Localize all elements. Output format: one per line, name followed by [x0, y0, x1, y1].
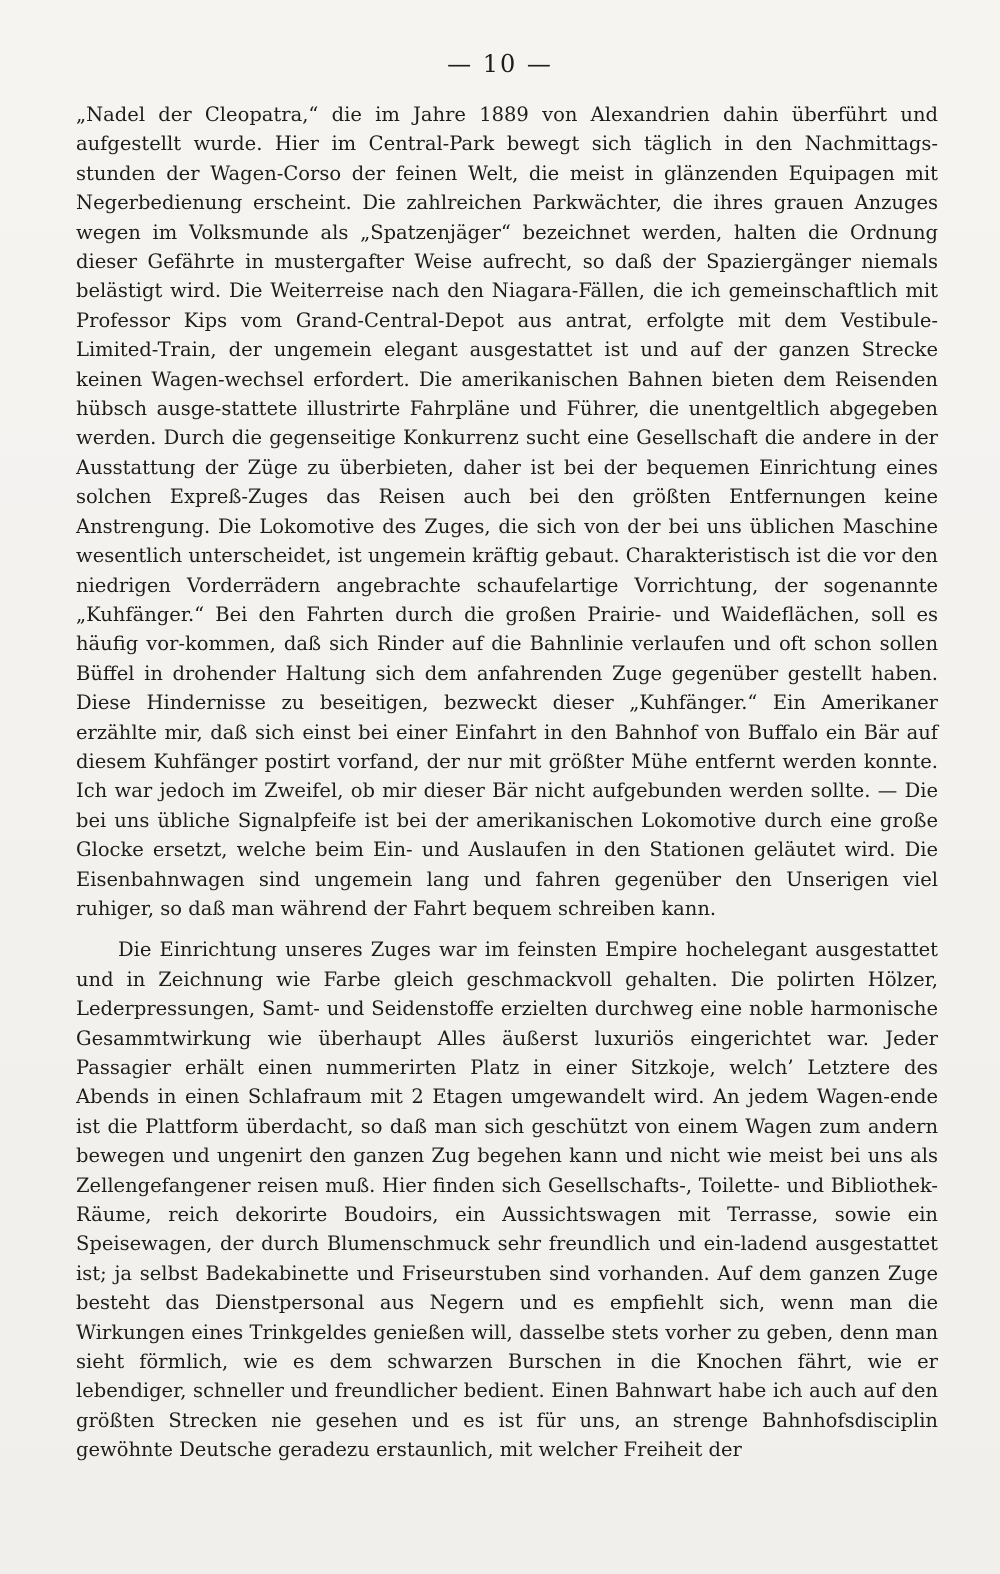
paragraph-2: Die Einrichtung unseres Zuges war im feinsten Empire hochelegant ausgestattet und in Zeichnung wie Farbe gleich geschmackvoll gehalten. Die polirten Hölzer, Lederpressungen, Samt- und Seidenstoffe erzielten durchweg eine noble harmonische Gesammtwirkung wie überhaupt Alles äußerst luxuriös eingerichtet war. Jeder Passagier erhält einen nummerirten Platz in einer Sitzkoje, welch’ Letztere des Abends in einen Schlafraum mit 2 Etagen umgewandelt wird. An jedem Wagen-ende ist die Plattform überdacht, so daß man sich geschützt von einem Wagen zum andern bewegen und ungenirt den ganzen Zug begehen kann und nicht wie meist bei uns als Zellengefangener reisen muß. Hier finden sich Gesellschafts-, Toilette- und Bibliothek-Räume, reich dekorirte Boudoirs, ein Aussichtswagen mit Terrasse, sowie ein Speisewagen, der durch Blumenschmuck sehr freundlich und ein-ladend ausgestattet ist; ja selbst Badekabinette und Friseurstuben sind vorhanden. Auf dem ganzen Zuge besteht das Dienstpersonal aus Negern und es empfiehlt sich, wenn man die Wirkungen eines Trinkgeldes genießen will, dasselbe stets vorher zu geben, denn man sieht förmlich, wie es dem schwarzen Burschen in die Knochen fährt, wie er lebendiger, schneller und freundlicher bedient. Einen Bahnwart habe ich auch auf den größten Strecken nie gesehen und es ist für uns, an strenge Bahnhofsdisciplin gewöhnte Deutsche geradezu erstaunlich, mit welcher Freiheit der [76, 938, 938, 1462]
paragraph-1: „Nadel der Cleopatra,“ die im Jahre 1889 von Alexandrien dahin überführt und aufgestellt wurde. Hier im Central-Park bewegt sich täglich in den Nachmittags-stunden der Wagen-Corso der feinen Welt, die meist in glänzenden Equipagen mit Negerbedienung erscheint. Die zahlreichen Parkwächter, die ihres grauen Anzuges wegen im Volksmunde als „Spatzenjäger“ bezeichnet werden, halten die Ordnung dieser Gefährte in mustergafter Weise aufrecht, so daß der Spaziergänger niemals belästigt wird. Die Weiterreise nach den Niagara-Fällen, die ich gemeinschaftlich mit Professor Kips vom Grand-Central-Depot aus antrat, erfolgte mit dem Vestibule-Limited-Train, der ungemein elegant ausgestattet ist und auf der ganzen Strecke keinen Wagen-wechsel erfordert. Die amerikanischen Bahnen bieten dem Reisenden hübsch ausge-stattete illustrirte Fahrpläne und Führer, die unentgeltlich abgegeben werden. Durch die gegenseitige Konkurrenz sucht eine Gesellschaft die andere in der Ausstattung der Züge zu überbieten, daher ist bei der bequemen Einrichtung eines solchen Expreß-Zuges das Reisen auch bei den größten Entfernungen keine Anstrengung. Die Lokomotive des Zuges, die sich von der bei uns üblichen Maschine wesentlich unterscheidet, ist ungemein kräftig gebaut. Charakteristisch ist die vor den niedrigen Vorderrädern angebrachte schaufelartige Vorrichtung, der sogenannte „Kuhfänger.“ Bei den Fahrten durch die großen Prairie- und Waideflächen, soll es häufig vor-kommen, daß sich Rinder auf die Bahnlinie verlaufen und oft schon sollen Büffel in drohender Haltung sich dem anfahrenden Zuge gegenüber gestellt haben. Diese Hindernisse zu beseitigen, bezweckt dieser „Kuhfänger.“ Ein Amerikaner erzählte mir, daß sich einst bei einer Einfahrt in den Bahnhof von Buffalo ein Bär auf diesem Kuhfänger postirt vorfand, der nur mit größter Mühe entfernt werden konnte. Ich war jedoch im Zweifel, ob mir dieser Bär nicht aufgebunden werden sollte. — Die bei uns übliche Signalpfeife ist bei der amerikanischen Lokomotive durch eine große Glocke ersetzt, welche beim Ein- und Auslaufen in den Stationen geläutet wird. Die Eisenbahnwagen sind ungemein lang und fahren gegenüber den Unserigen viel ruhiger, so daß man während der Fahrt bequem schreiben kann. [76, 103, 938, 920]
body-text [76, 100, 938, 1465]
page-number: — 10 — [447, 50, 553, 78]
